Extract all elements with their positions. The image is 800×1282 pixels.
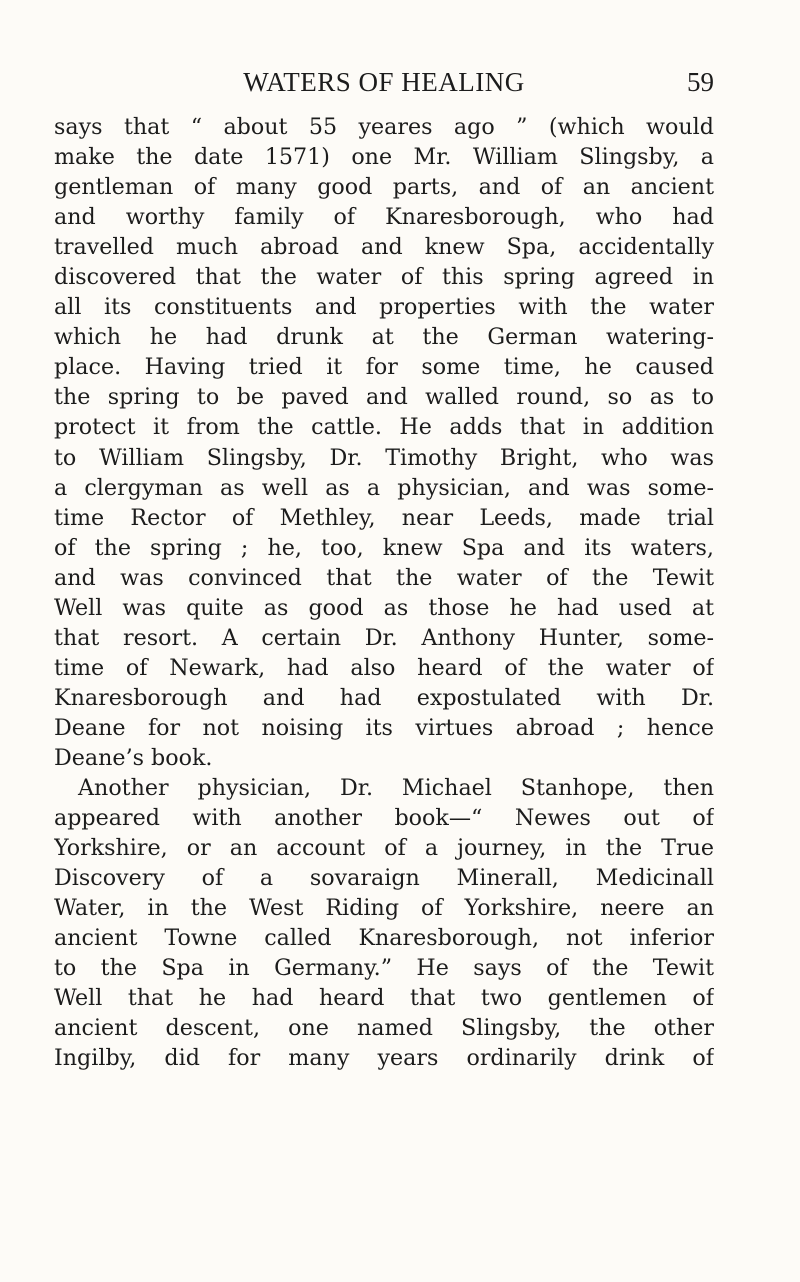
text-line: protect it from the cattle. He adds that in addition	[54, 414, 714, 441]
text-line: says that “ about 55 yeares ago ” (which would	[54, 114, 714, 140]
text-line: Discovery of a sovaraign Minerall, Medicinall	[54, 865, 714, 892]
text-line: make the date 1571) one Mr. William Slingsby, a	[54, 144, 714, 171]
text-line: time of Newark, had also heard of the water of	[54, 654, 714, 681]
text-line: the spring to be paved and walled round, so as to	[54, 384, 714, 411]
text-line: ancient Towne called Knaresborough, not inferior	[54, 925, 714, 952]
text-line: Well that he had heard that two gentlemen of	[54, 985, 714, 1012]
text-line: discovered that the water of this spring agreed in	[54, 264, 714, 291]
text-line: and was convinced that the water of the Tewit	[54, 564, 714, 591]
text-line: ancient descent, one named Slingsby, the other	[54, 1015, 714, 1042]
paragraph-last-line: Deane’s book.	[54, 744, 213, 771]
body-text	[54, 112, 714, 1074]
text-line: travelled much abroad and knew Spa, accidentally	[54, 234, 714, 261]
text-line: which he had drunk at the German watering-	[54, 324, 714, 351]
text-line: time Rector of Methley, near Leeds, made trial	[54, 504, 714, 531]
text-line: Well was quite as good as those he had used at	[54, 594, 714, 621]
text-line: Water, in the West Riding of Yorkshire, neere an	[54, 895, 714, 922]
text-line: place. Having tried it for some time, he caused	[54, 354, 714, 381]
text-line: of the spring ; he, too, knew Spa and its waters,	[54, 534, 714, 561]
text-line: that resort. A certain Dr. Anthony Hunter, some-	[54, 624, 714, 651]
text-line: gentleman of many good parts, and of an ancient	[54, 174, 714, 201]
text-line: all its constituents and properties with the water	[54, 294, 714, 321]
running-title: WATERS OF HEALING	[243, 67, 525, 97]
text-line: to William Slingsby, Dr. Timothy Bright, who was	[54, 444, 714, 471]
paragraph-first-line: Another physician, Dr. Michael Stanhope, then	[78, 775, 714, 802]
page-number: 59	[687, 67, 714, 97]
text-line: a clergyman as well as a physician, and was some-	[54, 474, 714, 501]
text-line: to the Spa in Germany.” He says of the Tewit	[54, 955, 714, 982]
text-line: Deane for not noising its virtues abroad ; hence	[54, 714, 714, 741]
text-line: Ingilby, did for many years ordinarily drink of	[54, 1045, 714, 1072]
text-line: Yorkshire, or an account of a journey, in the True	[54, 835, 714, 862]
running-head	[54, 64, 714, 100]
text-line: appeared with another book—“ Newes out of	[54, 805, 714, 832]
text-line: and worthy family of Knaresborough, who had	[54, 204, 714, 231]
text-line: Knaresborough and had expostulated with Dr.	[54, 684, 714, 711]
